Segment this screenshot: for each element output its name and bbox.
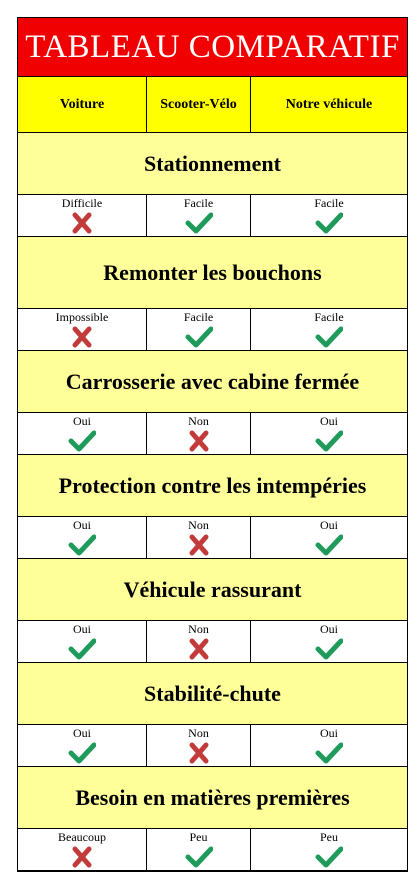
check-icon <box>315 742 343 764</box>
criterion-heading: Protection contre les intempéries <box>18 455 407 517</box>
cell-notre-vehicule <box>251 829 407 870</box>
cross-icon <box>185 534 213 556</box>
table-row <box>18 309 407 351</box>
cell-value: Beaucoup <box>58 830 106 844</box>
column-header-scooter-velo: Scooter-Vélo <box>147 77 251 132</box>
cell-value: Oui <box>320 414 338 428</box>
criterion-heading: Stabilité-chute <box>18 663 407 725</box>
table-row <box>18 621 407 663</box>
cell-value: Non <box>188 726 209 740</box>
cell-scooter-velo <box>147 725 251 766</box>
cell-notre-vehicule <box>251 413 407 454</box>
cell-scooter-velo <box>147 195 251 236</box>
cell-value: Oui <box>320 726 338 740</box>
cell-value: Facile <box>314 196 344 210</box>
cell-voiture <box>18 517 147 558</box>
cell-value: Oui <box>73 726 91 740</box>
cell-voiture <box>18 413 147 454</box>
criterion-heading: Remonter les bouchons <box>18 237 407 309</box>
cross-icon <box>68 212 96 234</box>
cross-icon <box>68 846 96 868</box>
cell-notre-vehicule <box>251 725 407 766</box>
cell-scooter-velo <box>147 829 251 870</box>
table-row <box>18 195 407 237</box>
cross-icon <box>185 638 213 660</box>
check-icon <box>315 846 343 868</box>
check-icon <box>68 742 96 764</box>
criterion-heading: Stationnement <box>18 133 407 195</box>
cell-scooter-velo <box>147 309 251 350</box>
cross-icon <box>185 742 213 764</box>
column-header-voiture: Voiture <box>18 77 147 132</box>
cell-value: Non <box>188 414 209 428</box>
check-icon <box>68 430 96 452</box>
cell-voiture <box>18 621 147 662</box>
column-header-notre-vehicule: Notre véhicule <box>285 96 373 112</box>
cell-value: Oui <box>320 518 338 532</box>
cross-icon <box>68 326 96 348</box>
cell-value: Facile <box>314 310 344 324</box>
check-icon <box>185 212 213 234</box>
cell-voiture <box>18 725 147 766</box>
criterion-heading: Besoin en matières premières <box>18 767 407 829</box>
cell-value: Oui <box>73 518 91 532</box>
cell-value: Peu <box>320 830 338 844</box>
cell-value: Non <box>188 518 209 532</box>
cell-voiture <box>18 829 147 870</box>
check-icon <box>68 534 96 556</box>
check-icon <box>185 326 213 348</box>
cell-value: Peu <box>189 830 208 844</box>
cell-value: Difficile <box>61 196 103 210</box>
check-icon <box>68 638 96 660</box>
check-icon <box>315 638 343 660</box>
table-header <box>18 77 407 133</box>
cell-value: Facile <box>183 310 214 324</box>
table-title: TABLEAU COMPARATIF <box>18 18 407 77</box>
check-icon <box>315 534 343 556</box>
criterion-heading: Véhicule rassurant <box>18 559 407 621</box>
comparison-table <box>17 17 408 872</box>
cross-icon <box>185 430 213 452</box>
criterion-heading: Carrosserie avec cabine fermée <box>18 351 407 413</box>
cell-scooter-velo <box>147 413 251 454</box>
cell-voiture <box>18 309 147 350</box>
sections-container <box>18 133 407 871</box>
cell-value: Facile <box>183 196 214 210</box>
check-icon <box>315 212 343 234</box>
cell-value: Impossible <box>55 310 109 324</box>
cell-value: Non <box>188 622 209 636</box>
cell-notre-vehicule <box>251 309 407 350</box>
table-row <box>18 829 407 871</box>
cell-voiture <box>18 195 147 236</box>
cell-notre-vehicule <box>251 195 407 236</box>
table-row <box>18 725 407 767</box>
cell-notre-vehicule <box>251 517 407 558</box>
check-icon <box>185 846 213 868</box>
cell-value: Oui <box>73 414 91 428</box>
table-row <box>18 413 407 455</box>
cell-notre-vehicule <box>251 621 407 662</box>
cell-scooter-velo <box>147 621 251 662</box>
check-icon <box>315 430 343 452</box>
cell-scooter-velo <box>147 517 251 558</box>
cell-value: Oui <box>73 622 91 636</box>
cell-value: Oui <box>320 622 338 636</box>
table-row <box>18 517 407 559</box>
check-icon <box>315 326 343 348</box>
